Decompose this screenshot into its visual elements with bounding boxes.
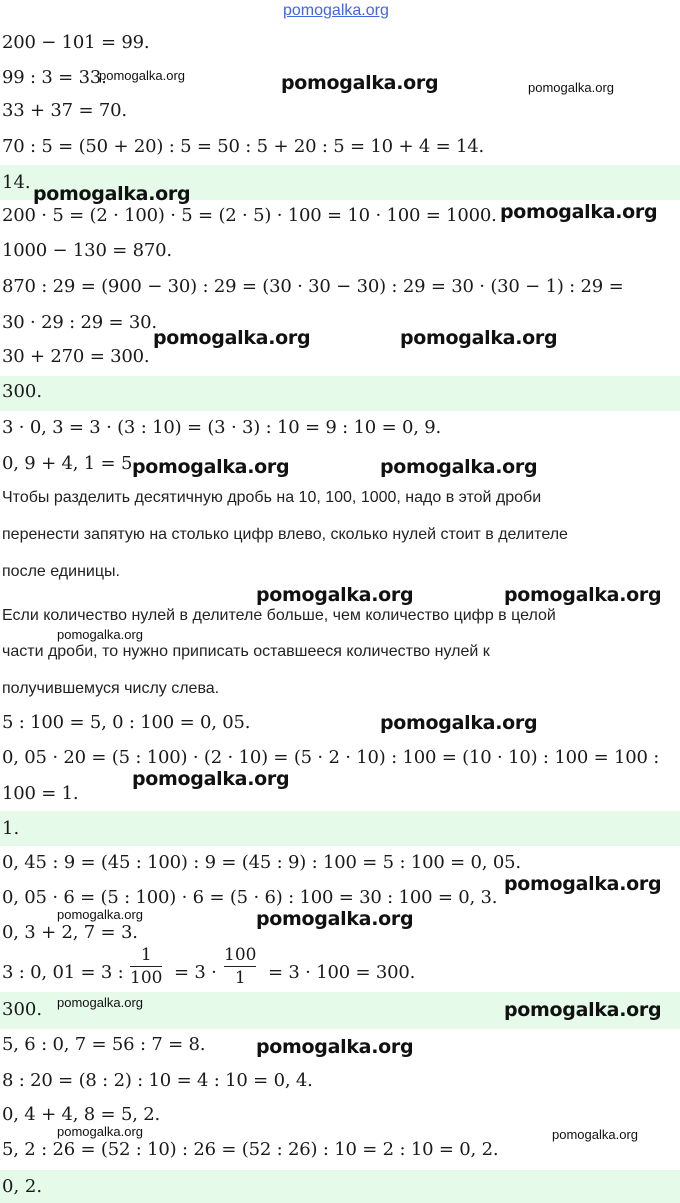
rule-text: Чтобы разделить десятичную дробь на 10, 100, 1000, надо в этой дроби [2,489,542,506]
watermark: pomogalka.org [504,584,662,606]
watermark: pomogalka.org [57,907,143,922]
watermark: pomogalka.org [153,327,311,349]
answer-value: 0, 2. [2,1176,43,1197]
rule-text: после единицы. [2,563,120,580]
answer-value: 300. [2,381,43,402]
watermark: pomogalka.org [552,1127,638,1142]
solution-line: 70 : 5 = (50 + 20) : 5 = 50 : 5 + 20 : 5 = 10 + 4 = 14. [2,136,485,157]
answer-band [0,1170,680,1203]
watermark: pomogalka.org [33,183,191,205]
solution-line-part: = 3 · 100 = 300. [268,962,416,983]
solution-line: 5, 2 : 26 = (52 : 10) : 26 = (52 : 26) : 10 = 2 : 10 = 0, 2. [2,1139,499,1160]
solution-line: 99 : 3 = 33. [2,67,107,88]
watermark: pomogalka.org [400,327,558,349]
solution-line: 0, 3 + 2, 7 = 3. [2,922,138,943]
fraction-denominator: 1 [234,968,246,988]
answer-band [0,811,680,846]
watermark: pomogalka.org [504,873,662,895]
solution-line: 8 : 20 = (8 : 2) : 10 = 4 : 10 = 0, 4. [2,1070,313,1091]
fraction [130,946,162,987]
watermark: pomogalka.org [256,584,414,606]
solution-line: 100 = 1. [2,783,79,804]
solution-line: 30 · 29 : 29 = 30. [2,312,157,333]
solution-line-part: 3 : 0, 01 = 3 : [2,962,124,983]
solution-line: 5, 6 : 0, 7 = 56 : 7 = 8. [2,1034,206,1055]
fraction-numerator: 100 [224,945,257,965]
watermark: pomogalka.org [500,201,658,223]
fraction-bar [130,966,162,967]
answer-value: 1. [2,818,20,839]
watermark: pomogalka.org [132,456,290,478]
watermark: pomogalka.org [57,1124,143,1139]
solution-line: 200 − 101 = 99. [2,32,150,53]
solution-line: 870 : 29 = (900 − 30) : 29 = (30 · 30 − 30) : 29 = 30 · (30 − 1) : 29 = [2,276,624,297]
watermark: pomogalka.org [380,712,538,734]
solution-line: 33 + 37 = 70. [2,100,127,121]
site-header-link[interactable]: pomogalka.org [283,2,389,19]
solution-line: 30 + 270 = 300. [2,346,150,367]
solution-line: 0, 9 + 4, 1 = 5. [2,453,138,474]
answer-value: 14. [2,172,31,193]
solution-line: 200 · 5 = (2 · 100) · 5 = (2 · 5) · 100 = 10 · 100 = 1000. [2,205,497,226]
watermark: pomogalka.org [57,627,143,642]
solution-line: 0, 45 : 9 = (45 : 100) : 9 = (45 : 9) : 100 = 5 : 100 = 0, 05. [2,852,521,873]
solution-line: 3 · 0, 3 = 3 · (3 : 10) = (3 · 3) : 10 = 9 : 10 = 0, 9. [2,417,442,438]
watermark: pomogalka.org [256,1036,414,1058]
rule-text: части дроби, то нужно приписать оставшееся количество нулей к [2,643,490,660]
watermark: pomogalka.org [99,68,185,83]
rule-text: перенести запятую на столько цифр влево, сколько нулей стоит в делителе [2,526,568,543]
solution-line-part: = 3 · [174,962,217,983]
solution-line: 0, 4 + 4, 8 = 5, 2. [2,1104,161,1125]
fraction-numerator: 1 [140,945,152,965]
solution-line: 0, 05 · 20 = (5 : 100) · (2 · 10) = (5 · 2 · 10) : 100 = (10 · 10) : 100 = 100 : [2,747,660,768]
rule-text: получившемуся числу слева. [2,680,220,697]
solution-line: 5 : 100 = 5, 0 : 100 = 0, 05. [2,712,251,733]
watermark: pomogalka.org [256,908,414,930]
watermark: pomogalka.org [528,80,614,95]
fraction-bar [224,966,256,967]
watermark: pomogalka.org [504,999,662,1021]
solution-line: 0, 05 · 6 = (5 : 100) · 6 = (5 · 6) : 100 = 30 : 100 = 0, 3. [2,887,498,908]
fraction-denominator: 100 [130,968,163,988]
watermark: pomogalka.org [281,72,439,94]
watermark: pomogalka.org [132,768,290,790]
watermark: pomogalka.org [380,456,538,478]
fraction [224,946,256,987]
rule-text: Если количество нулей в делителе больше, чем количество цифр в целой [2,607,556,624]
answer-value: 300. [2,999,43,1020]
watermark: pomogalka.org [57,995,143,1010]
solution-line: 1000 − 130 = 870. [2,240,172,261]
answer-band [0,376,680,411]
